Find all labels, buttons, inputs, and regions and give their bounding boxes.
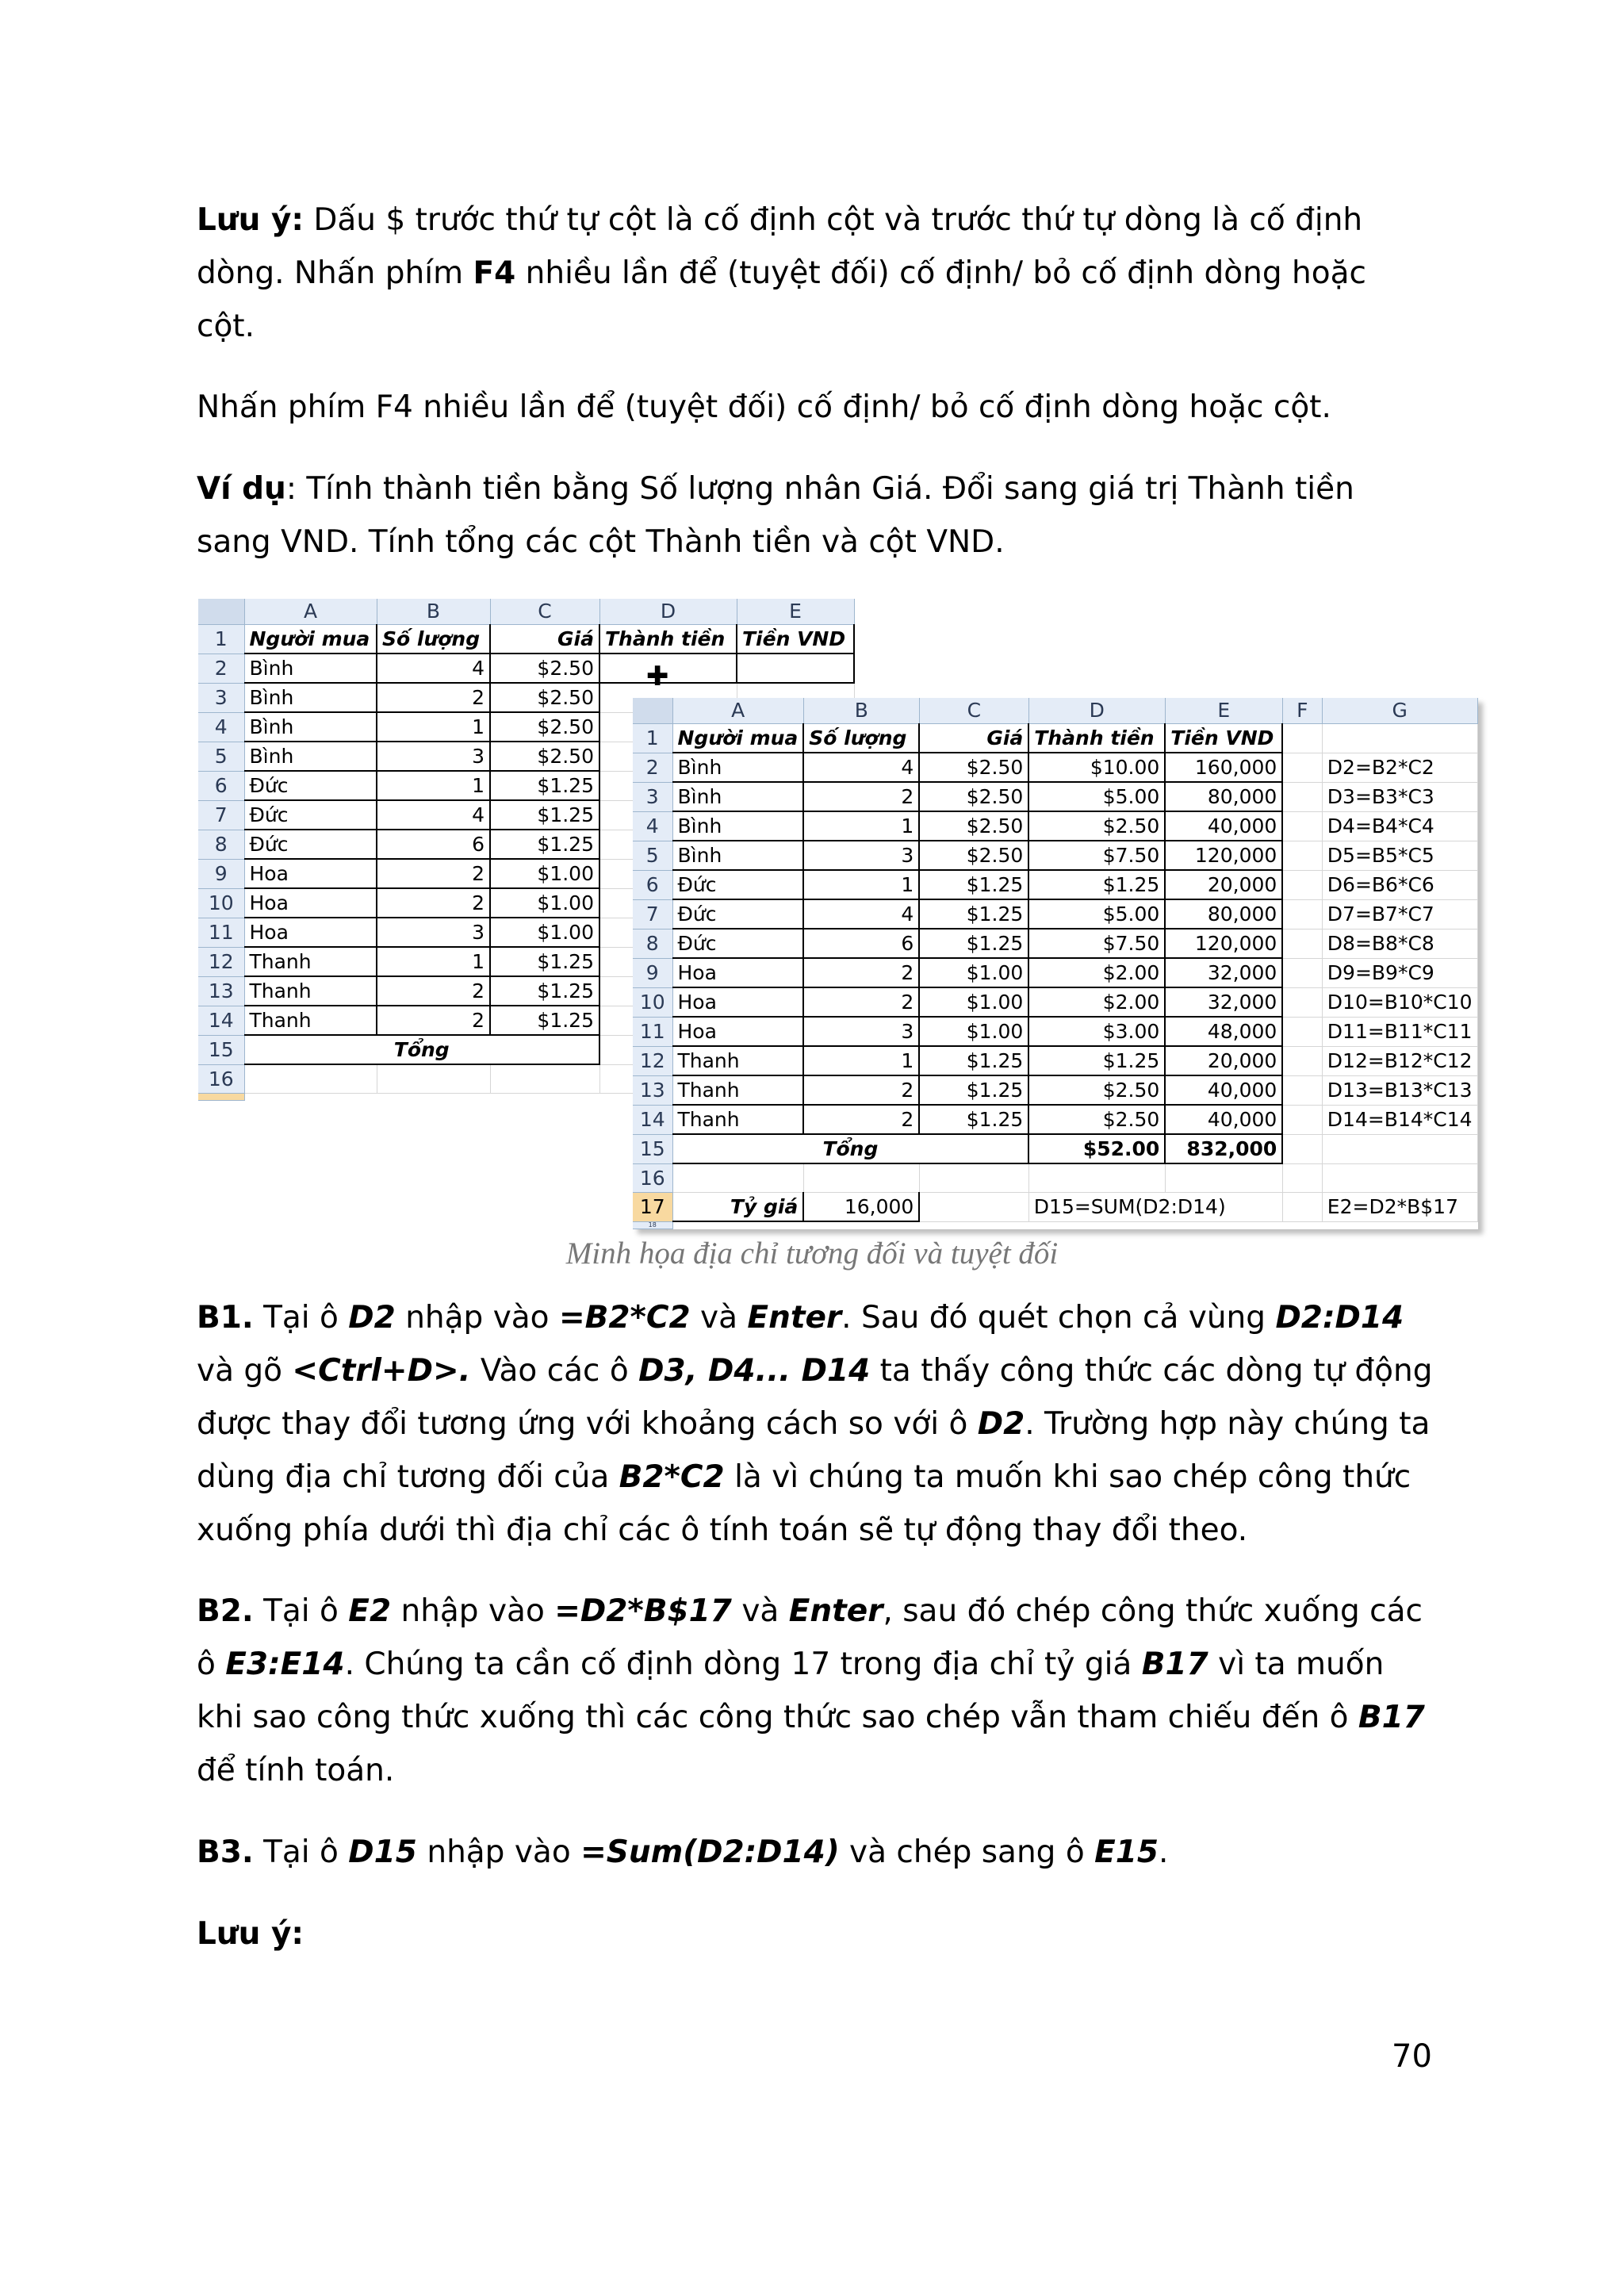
header-cell-amount[interactable]: Thành tiền [599, 625, 737, 654]
buyer-cell[interactable]: Thanh [244, 1006, 377, 1035]
quantity-cell[interactable]: 4 [803, 753, 919, 782]
row-header[interactable]: 13 [633, 1075, 672, 1105]
buyer-cell[interactable]: Bình [244, 742, 377, 771]
select-all-corner[interactable] [198, 599, 244, 625]
quantity-cell[interactable]: 2 [803, 958, 919, 987]
price-cell[interactable]: $1.00 [919, 958, 1028, 987]
vnd-cell[interactable]: 80,000 [1165, 782, 1282, 811]
key-name: Enter [747, 1300, 842, 1336]
buyer-cell[interactable]: Hoa [672, 987, 803, 1017]
cell-ref: E15 [1094, 1834, 1159, 1870]
cell[interactable] [1282, 1134, 1322, 1163]
cell[interactable] [1282, 1163, 1322, 1193]
example-lead: Ví dụ [197, 471, 286, 507]
price-cell[interactable]: $1.00 [490, 918, 599, 947]
cell[interactable] [1282, 958, 1322, 987]
cell[interactable] [1282, 1075, 1322, 1105]
amount-cell[interactable]: $2.00 [1028, 958, 1165, 987]
amount-cell[interactable]: $2.50 [1028, 1105, 1165, 1134]
cell[interactable] [1165, 1163, 1282, 1193]
vnd-cell[interactable]: 80,000 [1165, 899, 1282, 929]
header-cell-vnd[interactable]: Tiền VND [1165, 724, 1282, 753]
quantity-cell[interactable]: 3 [803, 1017, 919, 1046]
step-label: B2. [197, 1593, 254, 1629]
formula-note-cell[interactable]: D6=B6*C6 [1322, 870, 1477, 899]
final-note [197, 1907, 1434, 1961]
row-header[interactable]: 7 [198, 800, 244, 830]
cell[interactable] [1282, 1193, 1322, 1222]
buyer-cell[interactable]: Bình [244, 712, 377, 742]
row-header[interactable]: 6 [198, 771, 244, 800]
f4-paragraph: Nhấn phím F4 nhiều lần để (tuyệt đối) cố định/ bỏ cố định dòng hoặc cột. [197, 389, 1331, 425]
vnd-cell[interactable]: 160,000 [1165, 753, 1282, 782]
buyer-cell[interactable]: Bình [672, 841, 803, 870]
formula-note-cell[interactable]: D7=B7*C7 [1322, 899, 1477, 929]
example-text: : Tính thành tiền bằng Số lượng nhân Giá. Đổi sang giá trị Thành tiền sang VND. Tính tổng các cột Thành tiền và cột VND. [197, 471, 1354, 560]
row-header[interactable]: 14 [198, 1006, 244, 1035]
step-text: Vào các ô [470, 1353, 639, 1389]
row-header[interactable]: 11 [633, 1017, 672, 1046]
quantity-cell[interactable]: 4 [377, 654, 490, 683]
cell[interactable] [1282, 782, 1322, 811]
total-row [633, 1134, 1477, 1163]
quantity-cell[interactable]: 1 [377, 947, 490, 976]
row-header[interactable]: 14 [633, 1105, 672, 1134]
vnd-cell[interactable]: 120,000 [1165, 841, 1282, 870]
cell[interactable] [672, 1163, 803, 1193]
row-header[interactable]: 6 [633, 870, 672, 899]
buyer-cell[interactable]: Đức [244, 800, 377, 830]
cell[interactable] [919, 1193, 1028, 1222]
col-header-e[interactable]: E [1165, 698, 1282, 724]
quantity-cell[interactable]: 2 [377, 888, 490, 918]
header-cell-buyer[interactable]: Người mua [672, 724, 803, 753]
price-cell[interactable]: $1.00 [919, 987, 1028, 1017]
formula-note-cell[interactable]: D4=B4*C4 [1322, 811, 1477, 841]
page-number: 70 [1392, 2038, 1432, 2075]
cell-ref: D2 [977, 1406, 1025, 1442]
row-header[interactable]: 15 [633, 1134, 672, 1163]
cell [672, 1221, 1477, 1228]
amount-cell[interactable]: $7.50 [1028, 929, 1165, 958]
row-header[interactable]: 1 [633, 724, 672, 753]
rate-label-cell[interactable]: Tỷ giá [672, 1193, 803, 1222]
quantity-cell[interactable]: 2 [803, 1105, 919, 1134]
total-vnd-cell[interactable]: 832,000 [1165, 1134, 1282, 1163]
total-amount-cell[interactable]: $52.00 [1028, 1134, 1165, 1163]
total-label-cell[interactable]: Tổng [672, 1134, 1028, 1163]
buyer-cell[interactable]: Hoa [244, 859, 377, 888]
row-header[interactable]: 12 [198, 947, 244, 976]
table-row [633, 899, 1477, 929]
cell-ref: D15 [348, 1834, 417, 1870]
cell-range: D2:D14 [1275, 1300, 1404, 1336]
rate-value-cell[interactable]: 16,000 [803, 1193, 919, 1222]
key-name: Enter [788, 1593, 883, 1629]
buyer-cell[interactable]: Hoa [244, 888, 377, 918]
cell[interactable] [1282, 1017, 1322, 1046]
step-text: và [690, 1300, 748, 1336]
note-paragraph [197, 194, 1434, 353]
empty-row [633, 1163, 1477, 1193]
shortcut: <Ctrl+D>. [292, 1353, 471, 1389]
buyer-cell[interactable]: Bình [672, 782, 803, 811]
rate-row [633, 1193, 1477, 1222]
cell[interactable] [1322, 1163, 1477, 1193]
price-cell[interactable]: $1.25 [490, 830, 599, 859]
vnd-cell[interactable]: 32,000 [1165, 958, 1282, 987]
quantity-cell[interactable]: 1 [377, 771, 490, 800]
row-header[interactable]: 15 [198, 1035, 244, 1064]
row-header[interactable]: 18 [633, 1221, 672, 1228]
price-cell[interactable]: $1.00 [490, 859, 599, 888]
col-header-d[interactable]: D [599, 599, 737, 625]
header-cell-price[interactable]: Giá [919, 724, 1028, 753]
vnd-cell[interactable]: 48,000 [1165, 1017, 1282, 1046]
vnd-cell[interactable]: 20,000 [1165, 870, 1282, 899]
buyer-cell[interactable]: Bình [672, 811, 803, 841]
amount-cell[interactable]: $1.25 [1028, 1046, 1165, 1075]
cell[interactable] [1282, 899, 1322, 929]
price-cell[interactable]: $1.25 [919, 1075, 1028, 1105]
amount-cell[interactable]: $5.00 [1028, 782, 1165, 811]
buyer-cell[interactable]: Hoa [672, 958, 803, 987]
cell[interactable] [1282, 753, 1322, 782]
col-header-a[interactable]: A [672, 698, 803, 724]
table-row [633, 929, 1477, 958]
price-cell[interactable]: $1.25 [919, 1105, 1028, 1134]
row-header[interactable]: 9 [198, 859, 244, 888]
amount-cell[interactable]: $3.00 [1028, 1017, 1165, 1046]
rate-formula-note[interactable]: E2=D2*B$17 [1322, 1193, 1477, 1222]
table-row [633, 782, 1477, 811]
header-row [198, 625, 854, 654]
col-header-c[interactable]: C [919, 698, 1028, 724]
cell[interactable] [1322, 1134, 1477, 1163]
step-text: để tính toán. [197, 1753, 395, 1788]
formula-note-cell[interactable]: D2=B2*C2 [1322, 753, 1477, 782]
row-header[interactable]: 10 [198, 888, 244, 918]
amount-cell[interactable]: $10.00 [1028, 753, 1165, 782]
vnd-cell[interactable]: 20,000 [1165, 1046, 1282, 1075]
quantity-cell[interactable]: 3 [377, 742, 490, 771]
buyer-cell[interactable]: Bình [244, 654, 377, 683]
col-header-d[interactable]: D [1028, 698, 1165, 724]
cell[interactable] [1028, 1163, 1165, 1193]
row-header[interactable]: 7 [633, 899, 672, 929]
table-row [633, 841, 1477, 870]
formula-note-cell[interactable]: D9=B9*C9 [1322, 958, 1477, 987]
step-label: B3. [197, 1834, 254, 1870]
buyer-cell[interactable]: Thanh [244, 976, 377, 1006]
quantity-cell[interactable]: 2 [377, 683, 490, 712]
row-header[interactable]: 3 [633, 782, 672, 811]
quantity-cell[interactable]: 6 [377, 830, 490, 859]
col-header-f[interactable]: F [1282, 698, 1322, 724]
row-header[interactable]: 11 [198, 918, 244, 947]
note-lead: Lưu ý: [197, 202, 304, 238]
vnd-cell[interactable]: 40,000 [1165, 1075, 1282, 1105]
step-text: và chép sang ô [839, 1834, 1095, 1870]
cell[interactable] [1282, 870, 1322, 899]
row-header[interactable]: 8 [633, 929, 672, 958]
header-cell-amount[interactable]: Thành tiền [1028, 724, 1165, 753]
step-text: và gõ [197, 1353, 293, 1389]
header-cell-price[interactable]: Giá [490, 625, 599, 654]
step-text: . Sau đó quét chọn cả vùng [841, 1300, 1276, 1336]
select-all-corner[interactable] [633, 698, 672, 724]
price-cell[interactable]: $2.50 [919, 811, 1028, 841]
note-text: Dấu $ trước thứ tự cột là cố định cột và trước thứ tự dòng là cố định dòng. Nhấn phím [197, 202, 1363, 291]
cell[interactable] [1282, 841, 1322, 870]
cell[interactable] [803, 1163, 919, 1193]
amount-cell[interactable]: $5.00 [1028, 899, 1165, 929]
table-row [633, 870, 1477, 899]
note-tail: nhiều lần để (tuyệt đối) cố định/ bỏ cố định dòng hoặc cột. [197, 255, 1366, 344]
quantity-cell[interactable]: 3 [377, 918, 490, 947]
col-header-e[interactable]: E [737, 599, 854, 625]
row-header[interactable]: 2 [633, 753, 672, 782]
buyer-cell[interactable]: Hoa [672, 1017, 803, 1046]
formula: =B2*C2 [558, 1300, 691, 1336]
header-cell-quantity[interactable]: Số lượng [377, 625, 490, 654]
row-header[interactable]: 16 [633, 1163, 672, 1193]
cell[interactable] [490, 1064, 599, 1094]
formula-note-cell[interactable]: D14=B14*C14 [1322, 1105, 1477, 1134]
vnd-cell[interactable] [737, 654, 854, 683]
header-cell-quantity[interactable]: Số lượng [803, 724, 919, 753]
col-header-c[interactable]: C [490, 599, 599, 625]
step-text: nhập vào [416, 1834, 581, 1870]
cell[interactable] [1282, 1105, 1322, 1134]
table-row [633, 1046, 1477, 1075]
final-note-lead: Lưu ý: [197, 1916, 304, 1952]
price-cell[interactable]: $2.50 [490, 742, 599, 771]
formula-note-cell[interactable]: D10=B10*C10 [1322, 987, 1477, 1017]
step-text: Tại ô [253, 1834, 349, 1870]
price-cell[interactable]: $1.00 [919, 1017, 1028, 1046]
cell-ref: B17 [1141, 1646, 1208, 1682]
step-text: là vì chúng ta muốn khi sao chép công thức xuống phía dưới thì địa chỉ các ô tính toán sẽ tự động thay đổi theo. [197, 1459, 1411, 1548]
buyer-cell[interactable]: Thanh [672, 1046, 803, 1075]
row-header[interactable]: 10 [633, 987, 672, 1017]
table-row [198, 654, 854, 683]
step-text: nhập vào [391, 1593, 555, 1629]
quantity-cell[interactable]: 3 [803, 841, 919, 870]
step-text: . Trường hợp này chúng ta dùng địa chỉ tương đối của [197, 1406, 1431, 1495]
quantity-cell[interactable]: 2 [803, 1075, 919, 1105]
step-text: và [731, 1593, 789, 1629]
price-cell[interactable]: $2.50 [490, 712, 599, 742]
row-header[interactable]: 5 [198, 742, 244, 771]
buyer-cell[interactable]: Thanh [244, 947, 377, 976]
price-cell[interactable]: $2.50 [919, 753, 1028, 782]
col-header-g[interactable]: G [1322, 698, 1477, 724]
price-cell[interactable]: $1.25 [919, 870, 1028, 899]
quantity-cell[interactable]: 2 [377, 976, 490, 1006]
amount-cell[interactable]: $2.50 [1028, 1075, 1165, 1105]
quantity-cell[interactable]: 6 [803, 929, 919, 958]
step-b3-paragraph [197, 1826, 1434, 1879]
row-header[interactable]: 4 [198, 712, 244, 742]
buyer-cell[interactable]: Đức [672, 929, 803, 958]
price-cell[interactable]: $1.25 [919, 929, 1028, 958]
quantity-cell[interactable]: 1 [803, 1046, 919, 1075]
header-cell-buyer[interactable]: Người mua [244, 625, 377, 654]
table-row [633, 1017, 1477, 1046]
step-text: Tại ô [253, 1300, 349, 1336]
formula-note-cell[interactable]: D3=B3*C3 [1322, 782, 1477, 811]
cell[interactable] [244, 1064, 377, 1094]
row-header[interactable]: 1 [198, 625, 244, 654]
cell[interactable] [919, 1163, 1028, 1193]
vnd-cell[interactable]: 40,000 [1165, 1105, 1282, 1134]
step-text: nhập vào [395, 1300, 559, 1336]
cell-ref: E2 [348, 1593, 392, 1629]
cell[interactable] [1282, 811, 1322, 841]
cell-ref: D3, D4... D14 [638, 1353, 871, 1389]
row-header[interactable]: 12 [633, 1046, 672, 1075]
table-row [633, 1105, 1477, 1134]
table-row [633, 987, 1477, 1017]
quantity-cell[interactable]: 4 [803, 899, 919, 929]
cell[interactable] [1322, 724, 1477, 753]
cell[interactable] [1282, 724, 1322, 753]
buyer-cell[interactable]: Bình [672, 753, 803, 782]
price-cell[interactable]: $2.50 [919, 841, 1028, 870]
quantity-cell[interactable]: 1 [377, 712, 490, 742]
vnd-cell[interactable]: 32,000 [1165, 987, 1282, 1017]
cell-cursor-icon: ✚ [646, 661, 669, 692]
row-header[interactable]: 16 [198, 1064, 244, 1094]
amount-cell[interactable]: $1.25 [1028, 870, 1165, 899]
buyer-cell[interactable]: Hoa [244, 918, 377, 947]
amount-cell[interactable]: $2.00 [1028, 987, 1165, 1017]
cell[interactable] [1282, 1046, 1322, 1075]
quantity-cell[interactable]: 2 [377, 1006, 490, 1035]
note-key: F4 [473, 255, 516, 291]
price-cell[interactable]: $1.25 [490, 1006, 599, 1035]
step-b1-paragraph [197, 1291, 1434, 1557]
cell[interactable] [377, 1064, 490, 1094]
table-row [633, 958, 1477, 987]
row-header[interactable]: 17 [633, 1193, 672, 1222]
buyer-cell[interactable]: Đức [244, 830, 377, 859]
buyer-cell[interactable]: Thanh [672, 1075, 803, 1105]
step-text: . Chúng ta cần cố định dòng 17 trong địa chỉ tỷ giá [344, 1646, 1142, 1682]
amount-cell[interactable]: $2.50 [1028, 811, 1165, 841]
row-header[interactable]: 9 [633, 958, 672, 987]
table-row [633, 1075, 1477, 1105]
step-text: . [1159, 1834, 1169, 1870]
quantity-cell[interactable]: 2 [803, 782, 919, 811]
buyer-cell[interactable]: Đức [672, 899, 803, 929]
header-row [633, 724, 1477, 753]
formula: =Sum(D2:D14) [580, 1834, 840, 1870]
price-cell[interactable]: $1.00 [490, 888, 599, 918]
buyer-cell[interactable]: Thanh [672, 1105, 803, 1134]
row-header[interactable]: 5 [633, 841, 672, 870]
cell-ref: B17 [1358, 1700, 1425, 1735]
price-cell[interactable]: $2.50 [919, 782, 1028, 811]
formula-note-cell[interactable]: D5=B5*C5 [1322, 841, 1477, 870]
buyer-cell[interactable]: Đức [672, 870, 803, 899]
row-header[interactable] [198, 1094, 244, 1101]
quantity-cell[interactable]: 1 [803, 870, 919, 899]
price-cell[interactable]: $1.25 [490, 771, 599, 800]
column-header-row [198, 599, 854, 625]
quantity-cell[interactable]: 1 [803, 811, 919, 841]
formula-note-cell[interactable]: D13=B13*C13 [1322, 1075, 1477, 1105]
row-header[interactable]: 4 [633, 811, 672, 841]
step-b2-paragraph [197, 1585, 1434, 1797]
formula-note-cell[interactable]: D12=B12*C12 [1322, 1046, 1477, 1075]
table-row [633, 753, 1477, 782]
step-text: ta thấy công thức các dòng tự động được thay đổi tương ứng với khoảng cách so với ô [197, 1353, 1433, 1442]
price-cell[interactable]: $2.50 [490, 683, 599, 712]
price-cell[interactable]: $2.50 [490, 654, 599, 683]
step-text: , sau đó chép công thức xuống các ô [197, 1593, 1423, 1682]
cell-range: E3:E14 [225, 1646, 345, 1682]
quantity-cell[interactable]: 4 [377, 800, 490, 830]
vnd-cell[interactable]: 120,000 [1165, 929, 1282, 958]
quantity-cell[interactable]: 2 [377, 859, 490, 888]
price-cell[interactable]: $1.25 [490, 976, 599, 1006]
row-header[interactable]: 2 [198, 654, 244, 683]
step-text: Tại ô [253, 1593, 349, 1629]
header-cell-vnd[interactable]: Tiền VND [737, 625, 854, 654]
col-header-a[interactable]: A [244, 599, 377, 625]
vnd-cell[interactable]: 40,000 [1165, 811, 1282, 841]
cell[interactable] [1282, 929, 1322, 958]
example-paragraph [197, 462, 1434, 569]
figure-caption: Minh họa địa chỉ tương đối và tuyệt đối [565, 1236, 1059, 1271]
formula-note-cell[interactable]: D11=B11*C11 [1322, 1017, 1477, 1046]
step-text: vì ta muốn khi sao công thức xuống thì các công thức sao chép vẫn tham chiếu đến ô [197, 1646, 1385, 1735]
spreadsheet-after [633, 698, 1478, 1229]
step-label: B1. [197, 1300, 254, 1336]
cell[interactable] [1282, 987, 1322, 1017]
formula: =D2*B$17 [554, 1593, 732, 1629]
buyer-cell[interactable]: Đức [244, 771, 377, 800]
col-header-b[interactable]: B [803, 698, 919, 724]
row-header[interactable]: 13 [198, 976, 244, 1006]
price-cell[interactable]: $1.25 [490, 947, 599, 976]
sum-formula-note[interactable]: D15=SUM(D2:D14) [1028, 1193, 1282, 1222]
quantity-cell[interactable]: 2 [803, 987, 919, 1017]
column-header-row [633, 698, 1477, 724]
total-label-cell[interactable]: Tổng [244, 1035, 599, 1064]
price-cell[interactable]: $1.25 [919, 1046, 1028, 1075]
row-header[interactable]: 3 [198, 683, 244, 712]
row-header[interactable]: 8 [198, 830, 244, 859]
price-cell[interactable]: $1.25 [490, 800, 599, 830]
amount-cell[interactable]: $7.50 [1028, 841, 1165, 870]
col-header-b[interactable]: B [377, 599, 490, 625]
formula-note-cell[interactable]: D8=B8*C8 [1322, 929, 1477, 958]
cell-ref: D2 [348, 1300, 396, 1336]
formula: B2*C2 [619, 1459, 725, 1495]
buyer-cell[interactable]: Bình [244, 683, 377, 712]
table-row [633, 811, 1477, 841]
price-cell[interactable]: $1.25 [919, 899, 1028, 929]
